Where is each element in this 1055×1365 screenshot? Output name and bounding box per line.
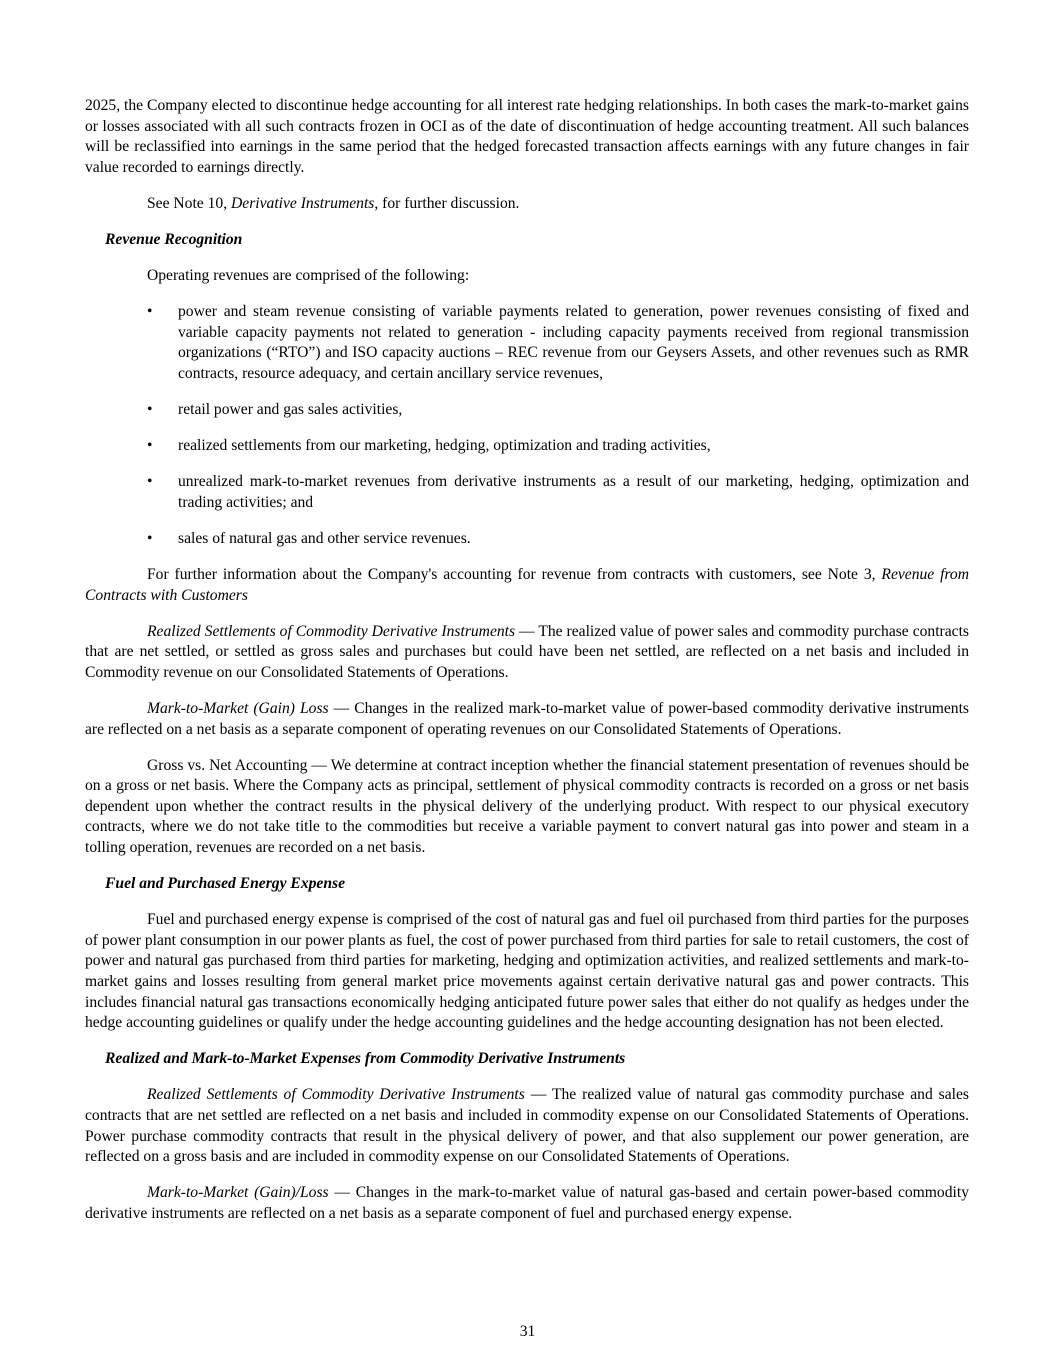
bullet-icon: • (147, 303, 153, 321)
see-note-prefix: See Note 10, (147, 194, 232, 212)
note-reference-derivative-instruments: Derivative Instruments (231, 194, 375, 212)
list-item (85, 400, 969, 421)
further-information-text: For further information about the Company's accounting for revenue from contracts with customers, see Note 3, (147, 566, 882, 583)
note-reference-revenue-contracts: Revenue from Contracts with Customers (85, 566, 969, 604)
paragraph-mark-to-market-expense (85, 1183, 969, 1224)
operating-revenues-list (85, 302, 969, 549)
paragraph-further-information (85, 565, 969, 606)
mark-to-market-expense-text: — Changes in the mark-to-market value of natural gas-based and certain power-based commodity derivative instruments are reflected on a net basis as a separate component of fuel and purchased energy expense. (85, 1184, 969, 1222)
section-heading-revenue-recognition: Revenue Recognition (105, 230, 243, 248)
section-heading-derivative-expenses: Realized and Mark-to-Market Expenses from Commodity Derivative Instruments (105, 1050, 626, 1068)
bullet-icon: • (147, 437, 153, 455)
list-item-text: unrealized mark-to-market revenues from derivative instruments as a result of our marketing, hedging, optimization and trading activities; and (178, 473, 969, 511)
term-mark-to-market: Mark-to-Market (Gain) Loss (147, 699, 329, 717)
list-item (85, 529, 969, 550)
list-item-text: sales of natural gas and other service revenues. (178, 529, 471, 547)
mark-to-market-text: — Changes in the realized mark-to-market value of power-based commodity derivative instruments are reflected on a net basis as a separate component of operating revenues on our Consolidated Statements of Operations. (85, 699, 969, 738)
see-note-suffix: , for further discussion. (374, 194, 520, 212)
list-item-text: power and steam revenue consisting of variable payments related to generation, power revenues consisting of fixed and variable capacity payments not related to generation - including capacity payments received from regional transmission organizations (“RTO”) and ISO capacity auctions – REC revenue from our Geysers Assets, and other revenues such as RMR contracts, resource adequacy, and certain ancillary service revenues, (178, 303, 969, 382)
paragraph-fuel-expense: Fuel and purchased energy expense is comprised of the cost of natural gas and fuel oil purchased from third parties for the purposes of power plant consumption in our power plants as fuel, the cost of power purchased from third parties for sale to retail customers, the cost of power and natural gas purchased from third parties for marketing, hedging and optimization activities, and realized settlements and mark-to-market gains and losses resulting from general market price movements against certain derivative natural gas and power contracts. This includes financial natural gas transactions economically hedging anticipated future power sales that either do not qualify as hedges under the hedge accounting guidelines or qualify under the hedge accounting guidelines and the hedge accounting designation has not been elected. (85, 911, 969, 1032)
bullet-icon: • (147, 473, 153, 491)
section-heading-fuel-expense: Fuel and Purchased Energy Expense (105, 875, 345, 893)
realized-settlements-expense-text: — The realized value of natural gas commodity purchase and sales contracts that are net settled are reflected on a net basis and included in commodity expense on our Consolidated Statements of Operations. Power purchase commodity contracts that result in the physical delivery of power, and that also supplement our power generation, are reflected on a gross basis and are included in commodity expense on our Consolidated Statements of Operations. (85, 1086, 969, 1166)
bullet-icon: • (147, 401, 153, 419)
realized-settlements-text: — The realized value of power sales and commodity purchase contracts that are net settled, or settled as gross sales and purchases but could have been net settled, are reflected on a net basis and included in Commodity revenue on our Consolidated Statements of Operations. (85, 622, 969, 681)
list-item (85, 472, 969, 513)
list-item (85, 436, 969, 457)
term-mark-to-market: Mark-to-Market (Gain)/Loss (147, 1184, 329, 1202)
document-page (85, 96, 969, 1240)
term-realized-settlements: Realized Settlements of Commodity Derivative Instruments (147, 622, 516, 640)
bullet-icon: • (147, 529, 153, 547)
paragraph-realized-settlements-revenue (85, 622, 969, 684)
paragraph-operating-revenues-intro: Operating revenues are comprised of the following: (147, 267, 470, 285)
list-item (85, 302, 969, 384)
paragraph-see-note-10 (85, 194, 969, 215)
paragraph-hedge-discontinuation: 2025, the Company elected to discontinue hedge accounting for all interest rate hedging relationships. In both cases the mark-to-market gains or losses associated with all such contracts frozen in OCI as of the date of discontinuation of hedge accounting treatment. All such balances will be reclassified into earnings in the same period that the hedged forecasted transaction affects earnings with any future changes in fair value recorded to earnings directly. (85, 97, 969, 176)
paragraph-realized-settlements-expense (85, 1085, 969, 1167)
list-item-text: realized settlements from our marketing, hedging, optimization and trading activities, (178, 437, 711, 455)
page-number: 31 (519, 1323, 536, 1340)
list-item-text: retail power and gas sales activities, (178, 401, 403, 419)
term-realized-settlements: Realized Settlements of Commodity Derivative Instruments (147, 1086, 525, 1104)
paragraph-gross-vs-net: Gross vs. Net Accounting — We determine at contract inception whether the financial statement presentation of revenues should be on a gross or net basis. Where the Company acts as principal, settlement of physical commodity contracts is recorded on a gross or net basis dependent upon whether the contract results in the physical delivery of the underlying product. With respect to our physical executory contracts, where we do not take title to the commodities but receive a variable payment to convert natural gas into power and steam in a tolling operation, revenues are recorded on a net basis. (85, 756, 969, 857)
paragraph-mark-to-market-revenue (85, 699, 969, 740)
